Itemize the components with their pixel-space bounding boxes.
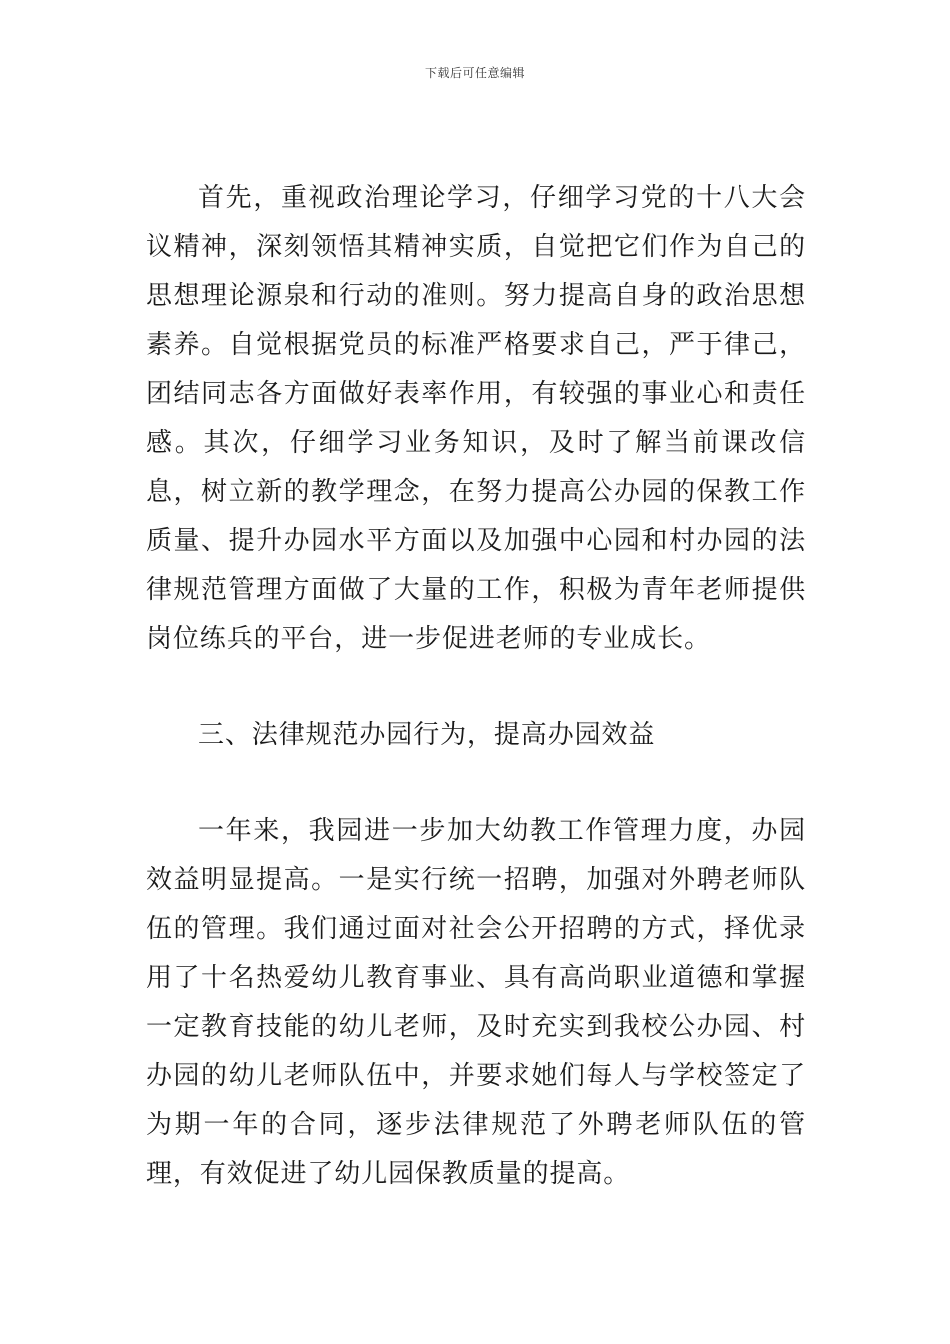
section-heading: 三、法律规范办园行为，提高办园效益 [198, 720, 656, 750]
paragraph-spacer [146, 760, 806, 807]
page-header: 下载后可任意编辑 [424, 66, 525, 80]
paragraph-spacer [146, 664, 806, 711]
document-body [146, 174, 806, 1199]
paragraph-management: 一年来，我园进一步加大幼教工作管理力度，办园效益明显提高。一是实行统一招聘，加强对外聘老师队伍的管理。我们通过面对社会公开招聘的方式，择优录用了十名热爱幼儿教育事业、具有高尚职业道德和掌握一定教育技能的幼儿老师，及时充实到我校公办园、村办园的幼儿老师队伍中，并要求她们每人与学校签定了为期一年的合同，逐步法律规范了外聘老师队伍的管理，有效促进了幼儿园保教质量的提高。 [146, 816, 806, 1189]
paragraph-political-study: 首先，重视政治理论学习，仔细学习党的十八大会议精神，深刻领悟其精神实质，自觉把它们作为自己的思想理论源泉和行动的准则。努力提高自身的政治思想素养。自觉根据党员的标准严格要求自己，严于律己，团结同志各方面做好表率作用，有较强的事业心和责任感。其次，仔细学习业务知识，及时了解当前课改信息，树立新的教学理念，在努力提高公办园的保教工作质量、提升办园水平方面以及加强中心园和村办园的法律规范管理方面做了大量的工作，积极为青年老师提供岗位练兵的平台，进一步促进老师的专业成长。 [146, 183, 806, 654]
